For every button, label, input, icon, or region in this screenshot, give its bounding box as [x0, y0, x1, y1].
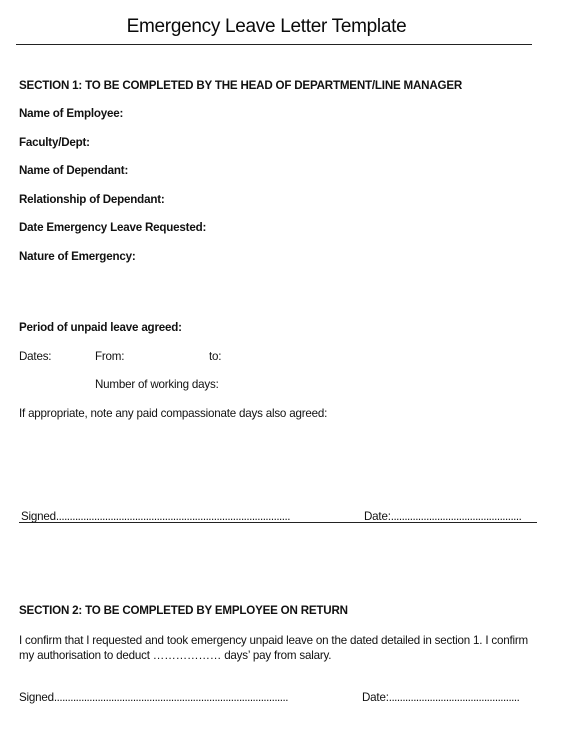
section1-signed-label: Signed	[21, 510, 56, 523]
section1-date-dots: ................................................	[390, 510, 522, 523]
dates-label: Dates:	[19, 350, 52, 363]
compassionate-note: If appropriate, note any paid compassionate days also agreed:	[19, 407, 328, 420]
confirmation-paragraph: I confirm that I requested and took emergency unpaid leave on the dated detailed in section 1. I confirm my authorisation to deduct ……………… days’ pay from salary.	[19, 634, 528, 662]
field-relationship-label: Relationship of Dependant:	[19, 193, 165, 206]
document-title: Emergency Leave Letter Template	[126, 16, 407, 37]
section1-date-label: Date:	[364, 510, 391, 523]
field-nature-label: Nature of Emergency:	[19, 250, 136, 263]
section2-signed-label: Signed	[19, 691, 54, 704]
to-label: to:	[209, 350, 222, 363]
field-date-requested-label: Date Emergency Leave Requested:	[19, 221, 207, 234]
from-label: From:	[95, 350, 125, 363]
section2-heading: SECTION 2: TO BE COMPLETED BY EMPLOYEE ON RETURN	[19, 604, 348, 617]
working-days-label: Number of working days:	[95, 378, 219, 391]
section2-date-line	[362, 691, 519, 704]
section2-signed-line	[19, 691, 288, 704]
section-divider	[19, 522, 537, 523]
title-divider	[16, 44, 532, 45]
field-dependant-label: Name of Dependant:	[19, 164, 129, 177]
section2-date-label: Date:	[362, 691, 389, 704]
section2-date-dots: ................................................	[388, 691, 520, 704]
field-faculty-label: Faculty/Dept:	[19, 136, 90, 149]
section1-signed-dots: ......................................................................................	[55, 510, 290, 523]
section2-signed-dots: ......................................................................................	[53, 691, 288, 704]
field-employee-label: Name of Employee:	[19, 107, 124, 120]
section1-heading: SECTION 1: TO BE COMPLETED BY THE HEAD OF DEPARTMENT/LINE MANAGER	[19, 79, 463, 92]
period-label: Period of unpaid leave agreed:	[19, 321, 182, 334]
